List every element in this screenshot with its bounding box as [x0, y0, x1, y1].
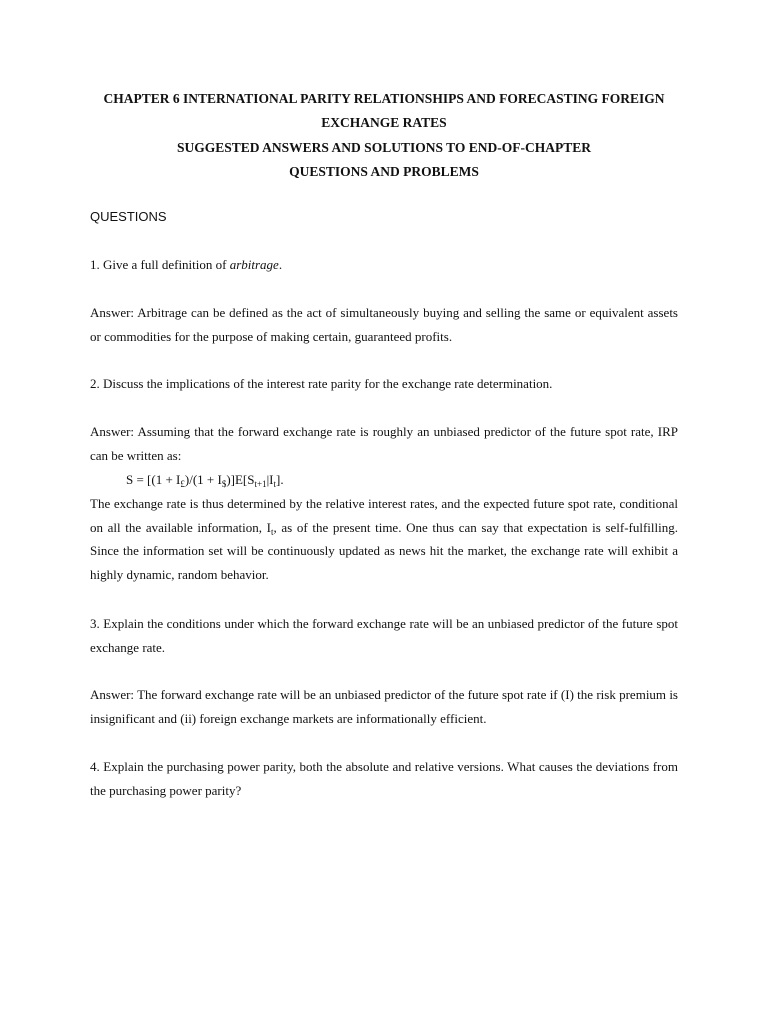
question-1-term: arbitrage: [229, 257, 279, 272]
answer-2-body: [90, 492, 678, 586]
formula-subscript: t: [273, 479, 277, 489]
formula-part: )/(1 + I: [184, 472, 222, 487]
formula-part: )]E[S: [226, 472, 255, 487]
question-4: 4. Explain the purchasing power parity, both the absolute and relative versions. What causes the deviations from the purchasing power parity?: [90, 759, 678, 798]
answer-2-intro: Answer: Assuming that the forward exchange rate is roughly an unbiased predictor of the future spot rate, IRP can be written as:: [90, 424, 678, 463]
section-title: QUESTIONS: [90, 209, 167, 224]
answer-2-body-part: The exchange rate is thus determined by the relative interest rates, and the expected future spot rate, conditional on all the available information, I: [90, 496, 678, 535]
formula-subscript: t+1: [254, 479, 267, 489]
formula-subscript: $: [221, 479, 227, 489]
question-1-prefix: 1. Give a full definition of: [90, 257, 230, 272]
question-2: 2. Discuss the implications of the interest rate parity for the exchange rate determination.: [90, 376, 553, 391]
answer-1: Answer: Arbitrage can be defined as the act of simultaneously buying and selling the same or equivalent assets or commodities for the purpose of making certain, guaranteed profits.: [90, 305, 678, 344]
question-3: 3. Explain the conditions under which the forward exchange rate will be an unbiased predictor of the future spot exchange rate.: [90, 616, 678, 655]
formula-subscript: £: [180, 479, 185, 489]
chapter-title-line-2: EXCHANGE RATES: [321, 115, 447, 130]
irp-formula: [126, 468, 284, 492]
formula-part: ].: [276, 472, 284, 487]
question-1-suffix: .: [278, 257, 283, 272]
chapter-title-line-1: CHAPTER 6 INTERNATIONAL PARITY RELATIONSHIPS AND FORECASTING FOREIGN: [103, 91, 665, 106]
subtitle-line-1: SUGGESTED ANSWERS AND SOLUTIONS TO END-OF-CHAPTER: [177, 140, 591, 155]
formula-part: S = [(1 + I: [126, 472, 181, 487]
subtitle-line-2: QUESTIONS AND PROBLEMS: [289, 164, 479, 179]
question-1: [90, 253, 678, 277]
answer-2-body-part: , as of the present time. One thus can say that expectation is self-fulfilling. Since the information set will be continuously updated as news hit the market, the exchange rate will exhibit a highly dynamic, random behavior.: [90, 519, 678, 582]
answer-3: Answer: The forward exchange rate will be an unbiased predictor of the future spot rate if (I) the risk premium is insignificant and (ii) foreign exchange markets are informationally efficient.: [90, 687, 678, 726]
answer-2-subscript: t: [271, 526, 274, 537]
formula-part: |I: [266, 472, 274, 487]
